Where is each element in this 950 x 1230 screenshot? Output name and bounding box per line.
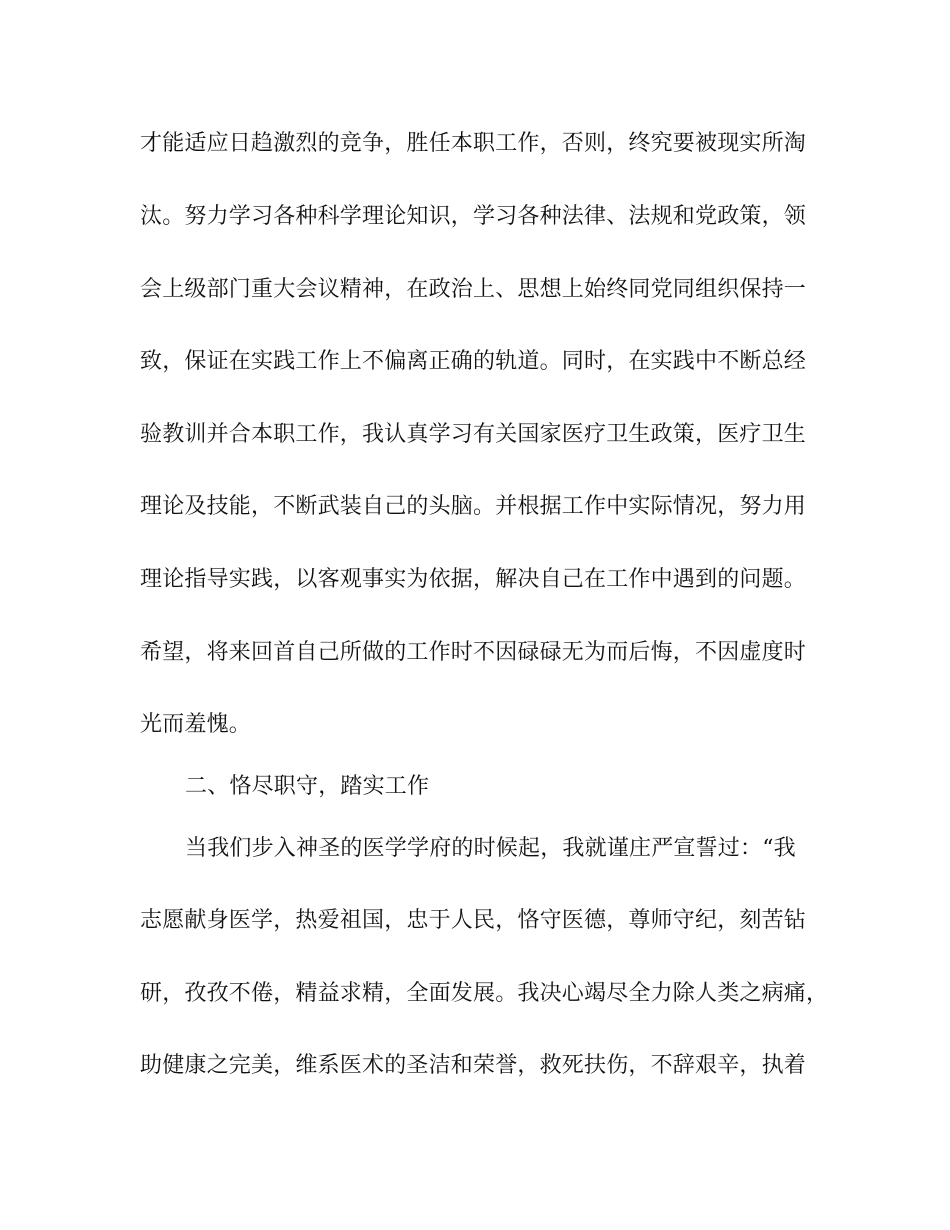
paragraph-line: 光而羞愧。	[140, 712, 252, 737]
paragraph-line: 当我们步入神圣的医学学府的时候起，我就谨庄严宣誓过：“我	[185, 836, 796, 861]
paragraph-line: 致，保证在实践工作上不偏离正确的轨道。同时，在实践中不断总经	[140, 349, 807, 374]
paragraph-line: 志愿献身医学，热爱祖国，忠于人民，恪守医德，尊师守纪，刻苦钻	[140, 908, 807, 933]
paragraph-line: 才能适应日趋激烈的竞争，胜任本职工作，否则，终究要被现实所淘	[140, 131, 807, 156]
paragraph-line: 汰。努力学习各种科学理论知识，学习各种法律、法规和党政策，领	[140, 204, 807, 229]
paragraph-line: 会上级部门重大会议精神，在政治上、思想上始终同党同组织保持一	[140, 277, 807, 302]
paragraph-line: 验教训并合本职工作，我认真学习有关国家医疗卫生政策，医疗卫生	[140, 422, 807, 447]
section-heading: 二、恪尽职守，踏实工作	[185, 774, 430, 799]
paragraph-line: 助健康之完美，维系医术的圣洁和荣誉，救死扶伤，不辞艰辛，执着	[140, 1053, 807, 1078]
paragraph-line: 理论指导实践，以客观事实为依据，解决自己在工作中遇到的问题。	[140, 567, 807, 592]
paragraph-line: 希望，将来回首自己所做的工作时不因碌碌无为而后悔，不因虚度时	[140, 640, 807, 665]
paragraph-line: 研，孜孜不倦，精益求精，全面发展。我决心竭尽全力除人类之病痛，	[140, 981, 829, 1006]
paragraph-line: 理论及技能，不断武装自己的头脑。并根据工作中实际情况，努力用	[140, 494, 807, 519]
